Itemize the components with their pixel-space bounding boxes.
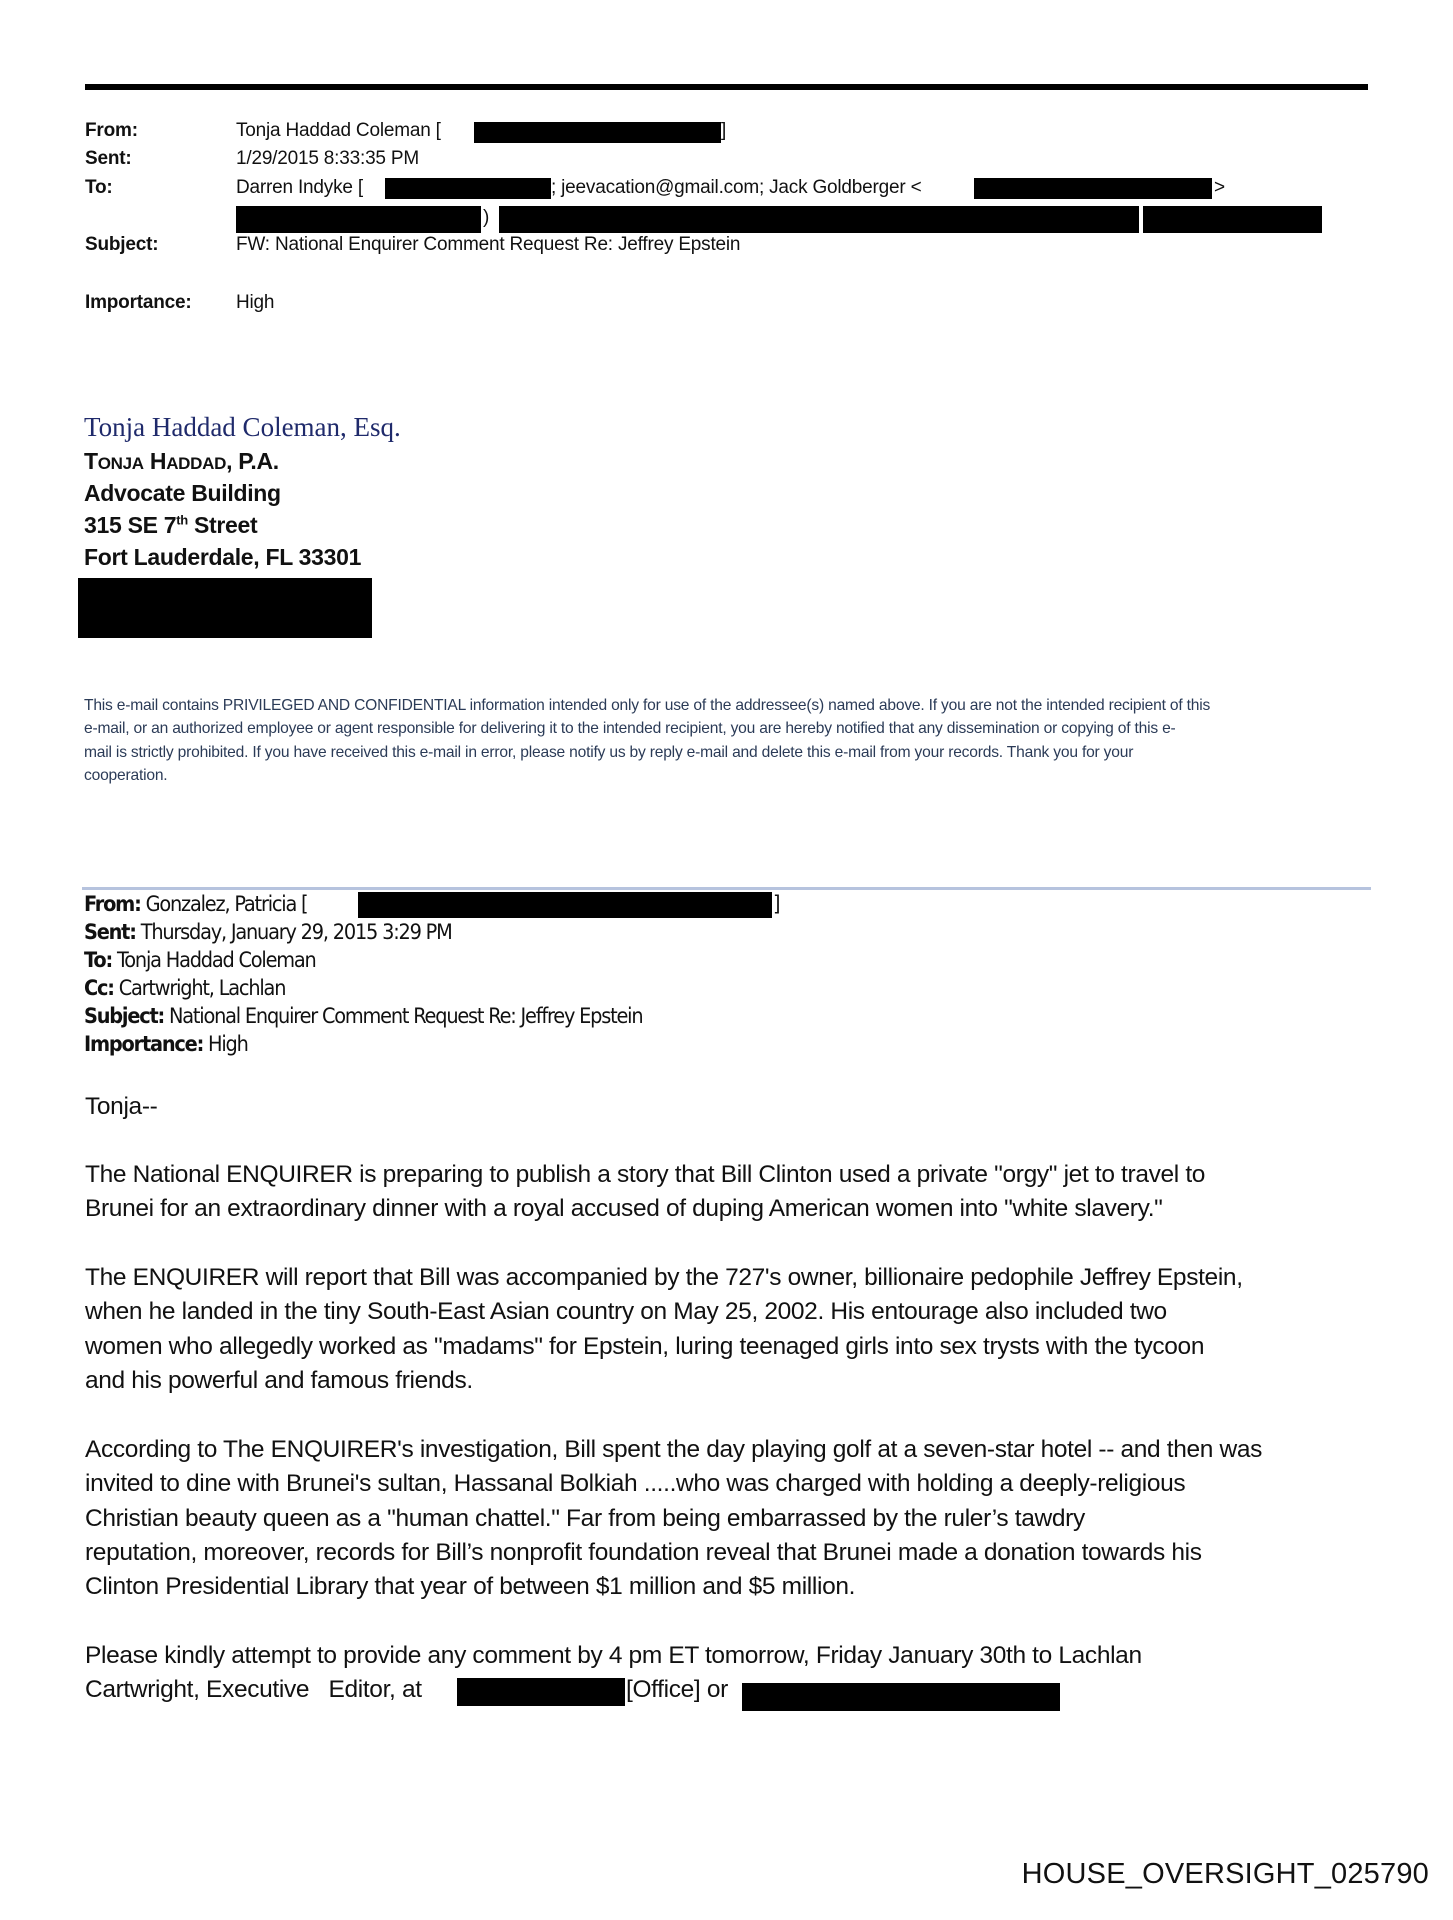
fwd-sent-line xyxy=(84,919,452,945)
fwd-subject-value: National Enquirer Comment Request Re: Jeffrey Epstein xyxy=(164,1004,643,1028)
fwd-from-label: From: xyxy=(84,892,141,916)
redaction-box xyxy=(358,892,772,918)
to-line2-paren: ) xyxy=(483,207,490,228)
confidentiality-disclaimer xyxy=(84,694,1384,787)
bates-number: HOUSE_OVERSIGHT_025790 xyxy=(1021,1858,1429,1890)
body-line-contact-b: [Office] or xyxy=(626,1676,728,1703)
firm-initial-h: H xyxy=(149,448,167,474)
body-line: invited to dine with Brunei's sultan, Hassanal Bolkiah .....who was charged with holding a deeply-religious xyxy=(85,1470,1186,1498)
from-label: From: xyxy=(85,120,138,141)
fwd-cc-line xyxy=(84,975,285,1001)
body-line: The National ENQUIRER is preparing to publish a story that Bill Clinton used a private "orgy" jet to travel to xyxy=(85,1161,1206,1188)
body-line: when he landed in the tiny South-East Asian country on May 25, 2002. His entourage also included two xyxy=(85,1298,1167,1326)
from-value xyxy=(236,120,441,142)
firm-smallcaps-onja: ONJA xyxy=(97,454,144,473)
redaction-box xyxy=(742,1683,1060,1711)
signature-street xyxy=(84,512,257,539)
to-part1: Darren Indyke [ xyxy=(236,177,363,198)
redaction-box xyxy=(385,178,551,199)
forward-separator xyxy=(82,887,1371,890)
street-number: 315 SE 7 xyxy=(84,512,177,538)
signature-name: Tonja Haddad Coleman, Esq. xyxy=(84,412,401,442)
body-line: Please kindly attempt to provide any comment by 4 pm ET tomorrow, Friday January 30th to Lachlan xyxy=(85,1642,1142,1669)
redaction-box xyxy=(499,206,1139,233)
disclaimer-line: This e-mail contains PRIVILEGED AND CONFIDENTIAL information intended only for use of the addressee(s) named above. If you are not the intended recipient of this xyxy=(84,697,1211,714)
body-paragraph-2 xyxy=(85,1261,1385,1398)
body-line: Brunei for an extraordinary dinner with a royal accused of duping American women into "white slavery." xyxy=(85,1195,1163,1223)
fwd-cc-label: Cc: xyxy=(84,976,114,1000)
importance-label: Importance: xyxy=(85,292,192,313)
signature-city: Fort Lauderdale, FL 33301 xyxy=(84,544,362,570)
firm-suffix: , P.A. xyxy=(226,448,279,474)
header-rule xyxy=(85,84,1368,90)
redaction-box xyxy=(78,578,372,638)
subject-value: FW: National Enquirer Comment Request Re: Jeffrey Epstein xyxy=(236,234,741,255)
redaction-box xyxy=(474,122,721,143)
disclaimer-line: e-mail, or an authorized employee or agent responsible for delivering it to the intended recipient, you are hereby notified that any dissemination or copying of this e- xyxy=(84,720,1176,738)
body-line: Christian beauty queen as a "human chattel." Far from being embarrassed by the ruler’s tawdry xyxy=(85,1504,1085,1532)
fwd-to-value: Tonja Haddad Coleman xyxy=(112,948,316,972)
disclaimer-line: mail is strictly prohibited. If you have received this e-mail in error, please notify us by reply e-mail and delete this e-mail from your records. Thank you for your xyxy=(84,743,1134,761)
body-paragraph-3 xyxy=(85,1433,1385,1604)
importance-value: High xyxy=(236,292,275,313)
fwd-importance-label: Importance: xyxy=(84,1032,204,1056)
body-line: reputation, moreover, records for Bill’s nonprofit foundation reveal that Brunei made a donation towards his xyxy=(85,1538,1202,1566)
body-line: Clinton Presidential Library that year of between $1 million and $5 million. xyxy=(85,1573,856,1601)
from-bracket-close: ] xyxy=(721,120,727,141)
fwd-to-label: To: xyxy=(84,948,113,972)
fwd-from-bracket-close: ] xyxy=(773,892,780,916)
signature-firm xyxy=(84,448,279,475)
redaction-box xyxy=(1143,206,1322,233)
signature-building: Advocate Building xyxy=(84,480,281,506)
to-part3: > xyxy=(1214,177,1225,198)
fwd-cc-value: Cartwright, Lachlan xyxy=(113,976,286,1000)
fwd-importance-value: High xyxy=(203,1032,248,1056)
fwd-subject-line xyxy=(84,1003,642,1029)
firm-initial-t: T xyxy=(84,448,98,474)
body-paragraph-1 xyxy=(85,1158,1385,1227)
fwd-sent-label: Sent: xyxy=(84,920,136,944)
disclaimer-line: cooperation. xyxy=(84,766,168,784)
sent-value: 1/29/2015 8:33:35 PM xyxy=(236,148,419,169)
street-suffix: th xyxy=(176,512,188,528)
sent-label: Sent: xyxy=(85,148,132,169)
fwd-from-line xyxy=(84,891,307,917)
body-line-contact-a: Cartwright, Executive Editor, at xyxy=(85,1676,422,1703)
fwd-subject-label: Subject: xyxy=(84,1004,165,1028)
redaction-box xyxy=(236,206,481,233)
redaction-box xyxy=(457,1678,625,1706)
subject-label: Subject: xyxy=(85,234,159,255)
to-label: To: xyxy=(85,177,113,198)
redaction-box xyxy=(974,178,1212,199)
body-line: women who allegedly worked as "madams" for Epstein, luring teenaged girls into sex trysts with the tycoon xyxy=(85,1332,1205,1360)
body-line: and his powerful and famous friends. xyxy=(85,1366,473,1394)
firm-smallcaps-addad: ADDAD xyxy=(166,454,227,473)
from-name: Tonja Haddad Coleman [ xyxy=(236,120,441,141)
body-line: The ENQUIRER will report that Bill was accompanied by the 727's owner, billionaire pedophile Jeffrey Epstein, xyxy=(85,1264,1243,1291)
fwd-sent-value: Thursday, January 29, 2015 3:29 PM xyxy=(135,920,452,944)
fwd-to-line xyxy=(84,947,316,973)
street-name: Street xyxy=(187,512,258,538)
fwd-importance-line xyxy=(84,1031,248,1057)
body-greeting: Tonja-- xyxy=(85,1093,158,1120)
body-line: According to The ENQUIRER's investigation, Bill spent the day playing golf at a seven-star hotel -- and then was xyxy=(85,1436,1263,1463)
to-part2: ; jeevacation@gmail.com; Jack Goldberger < xyxy=(551,177,922,198)
body-paragraph-4 xyxy=(85,1639,1385,1673)
fwd-from-value: Gonzalez, Patricia [ xyxy=(140,892,308,916)
